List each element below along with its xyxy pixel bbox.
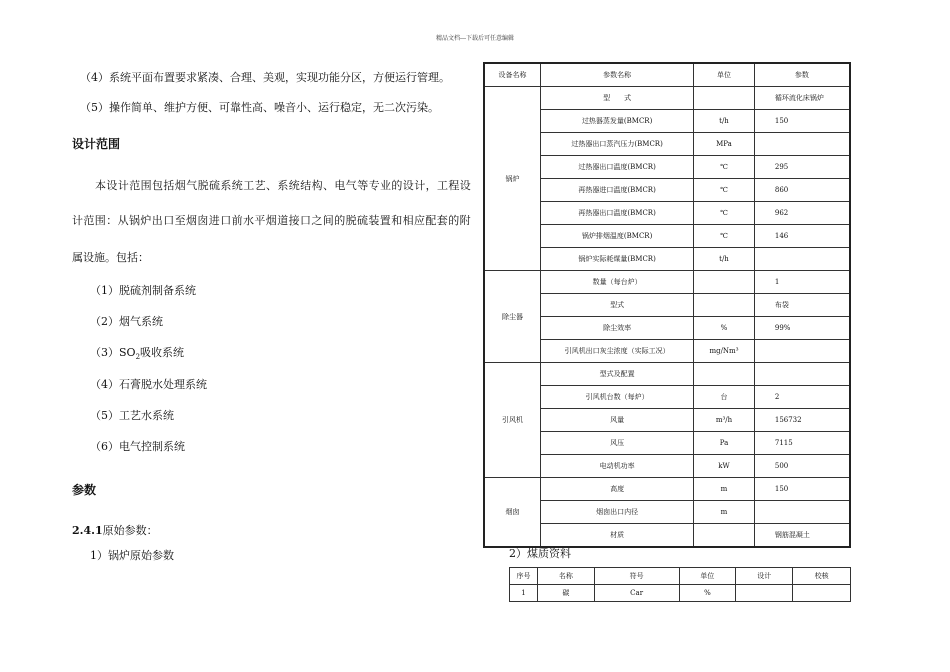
table-cell: ℃ [694, 179, 755, 202]
table-cell [736, 585, 793, 602]
table-cell: t/h [694, 110, 755, 133]
table-cell: mg/Nm³ [694, 340, 755, 363]
table-cell: 材质 [541, 524, 694, 548]
table-cell: 风量 [541, 409, 694, 432]
requirement-4: （4）系统平面布置要求紧凑、合理、美观，实现功能分区，方便运行管理。 [80, 71, 450, 84]
table-cell: Car [594, 585, 679, 602]
table-header-cell: 设计 [736, 568, 793, 585]
table-cell [754, 133, 850, 156]
table-cell: m [694, 478, 755, 501]
table-cell: 再热器出口温度(BMCR) [541, 202, 694, 225]
table-cell: 引风机台数（每炉） [541, 386, 694, 409]
requirement-5: （5）操作简单、维护方便、可靠性高、噪音小、运行稳定，无二次污染。 [80, 101, 439, 114]
table-cell [694, 271, 755, 294]
table-cell: MPa [694, 133, 755, 156]
table-header-row [510, 568, 851, 585]
table-cell: 烟囱出口内径 [541, 501, 694, 524]
table-cell [754, 363, 850, 386]
table-cell: 循环流化床锅炉 [754, 87, 850, 110]
table-header-cell: 单位 [679, 568, 736, 585]
table-cell: 2 [754, 386, 850, 409]
table-row [484, 271, 850, 294]
table-header-row [484, 63, 850, 87]
table-cell [754, 501, 850, 524]
table-cell: 过热器出口温度(BMCR) [541, 156, 694, 179]
table-cell [694, 294, 755, 317]
table-cell: 7115 [754, 432, 850, 455]
table-cell: % [679, 585, 736, 602]
system-item-4: （4）石膏脱水处理系统 [90, 378, 207, 391]
table-cell: 500 [754, 455, 850, 478]
table-header-cell: 序号 [510, 568, 538, 585]
table-cell: 962 [754, 202, 850, 225]
table-cell: ℃ [694, 225, 755, 248]
table-header-cell: 符号 [594, 568, 679, 585]
table-cell [694, 87, 755, 110]
table-cell: Pa [694, 432, 755, 455]
system-item-2: （2）烟气系统 [90, 315, 163, 328]
table-row [484, 87, 850, 110]
scope-line-3: 属设施。包括： [72, 251, 149, 264]
table-cell: 1 [754, 271, 850, 294]
table-header-cell: 参数名称 [541, 63, 694, 87]
table-cell: 布袋 [754, 294, 850, 317]
equipment-name-cell: 锅炉 [484, 87, 541, 271]
table-header-cell: 设备名称 [484, 63, 541, 87]
table-cell: 型式 [541, 294, 694, 317]
table-cell: ℃ [694, 156, 755, 179]
table-cell [793, 585, 851, 602]
table-cell: 150 [754, 110, 850, 133]
equipment-name-cell: 引风机 [484, 363, 541, 478]
page-header: 精品文档---下载后可任意编辑 [435, 35, 515, 42]
equipment-name-cell: 除尘器 [484, 271, 541, 363]
table-cell: 再热器进口温度(BMCR) [541, 179, 694, 202]
table-cell [694, 524, 755, 548]
system-item-3: $(3)SO_2$吸收系统 [90, 346, 185, 362]
table-cell: 风压 [541, 432, 694, 455]
table-row [484, 478, 850, 501]
table-cell: % [694, 317, 755, 340]
system-item-1: （1）脱硫剂制备系统 [90, 284, 196, 297]
table-cell: 引风机出口灰尘浓度（实际工况） [541, 340, 694, 363]
table-cell: m [694, 501, 755, 524]
table-header-cell: 参数 [754, 63, 850, 87]
scope-line-2: 计范围：从锅炉出口至烟囱进口前水平烟道接口之间的脱硫装置和相应配套的附 [72, 214, 471, 227]
params-heading: 参数 [72, 483, 97, 497]
table-cell [754, 340, 850, 363]
coal-quality-table [509, 567, 851, 602]
table-cell: 过热器出口蒸汽压力(BMCR) [541, 133, 694, 156]
table-cell: 电动机功率 [541, 455, 694, 478]
table-cell [754, 248, 850, 271]
table-cell: 锅炉实际耗煤量(BMCR) [541, 248, 694, 271]
table-cell: 除尘效率 [541, 317, 694, 340]
table-cell: ℃ [694, 202, 755, 225]
section-2-4-1: 2.4.1原始参数： [72, 524, 158, 537]
system-item-6: （6）电气控制系统 [90, 440, 185, 453]
table-cell: 型式及配置 [541, 363, 694, 386]
table-cell: 295 [754, 156, 850, 179]
table-header-cell: 名称 [537, 568, 594, 585]
table-cell: 台 [694, 386, 755, 409]
table-row [510, 585, 851, 602]
table-cell: 146 [754, 225, 850, 248]
table-header-cell: 单位 [694, 63, 755, 87]
table-cell: 860 [754, 179, 850, 202]
table-cell: 碳 [537, 585, 594, 602]
table-cell: t/h [694, 248, 755, 271]
table-cell: m³/h [694, 409, 755, 432]
table-cell: 数量（每台炉） [541, 271, 694, 294]
table-cell: 高度 [541, 478, 694, 501]
system-item-5: （5）工艺水系统 [90, 409, 174, 422]
table-cell: 钢筋混凝土 [754, 524, 850, 548]
boiler-params-label: 1）锅炉原始参数 [90, 549, 174, 562]
scope-heading: 设计范围 [72, 137, 121, 151]
table-cell: 1 [510, 585, 538, 602]
equipment-name-cell: 烟囱 [484, 478, 541, 548]
table-cell: 99% [754, 317, 850, 340]
table-header-cell: 校核 [793, 568, 851, 585]
boiler-parameter-table [483, 62, 851, 548]
table-cell [694, 363, 755, 386]
scope-line-1: 本设计范围包括烟气脱硫系统工艺、系统结构、电气等专业的设计，工程设 [95, 179, 472, 192]
table-cell: 过热器蒸发量(BMCR) [541, 110, 694, 133]
table-row [484, 363, 850, 386]
table-cell: 型 式 [541, 87, 694, 110]
table-cell: 锅炉排烟温度(BMCR) [541, 225, 694, 248]
table-cell: 156732 [754, 409, 850, 432]
table-cell: kW [694, 455, 755, 478]
coal-data-title: 2）煤质资料 [509, 547, 571, 560]
table-cell: 150 [754, 478, 850, 501]
